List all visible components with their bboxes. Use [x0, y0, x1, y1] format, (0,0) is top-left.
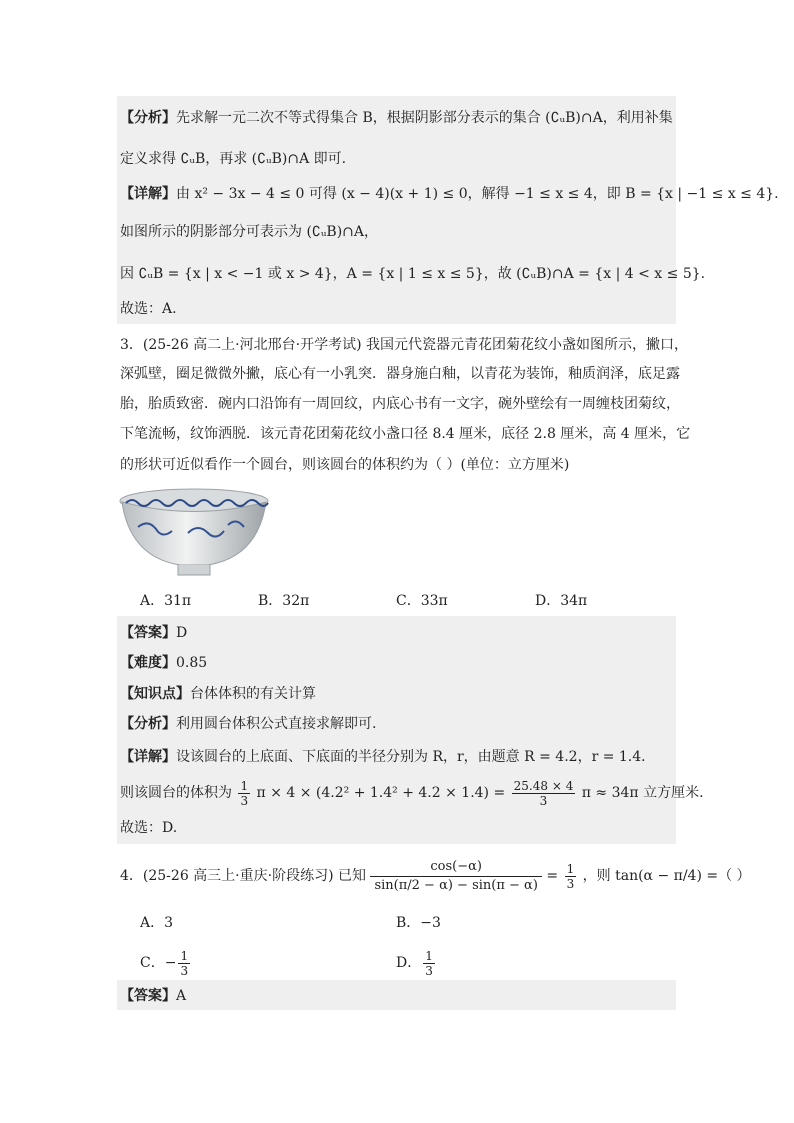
q3-stem-line-1: 3．(25-26 高二上·河北邢台·开学考试) 我国元代瓷器元青花团菊花纹小盏如图所示，撇口，	[120, 337, 688, 353]
q3-difficulty: 【难度】0.85	[120, 655, 208, 671]
detail-line-2: 如图所示的阴影部分可表示为 (∁ᵤB)∩A，	[120, 224, 378, 240]
q3-choice: 故选：D.	[120, 820, 178, 836]
q4-answer: 【答案】A	[120, 988, 187, 1004]
detail-line-1: 【详解】由 x² − 3x − 4 ≤ 0 可得 (x − 4)(x + 1) ≤ 0，解得 −1 ≤ x ≤ 4，即 B = {x | −1 ≤ x ≤ 4}.	[120, 186, 779, 202]
fraction-volume: $\frac{25.48 \times 4}{3}$	[513, 778, 574, 808]
q3-detail-line-1: 【详解】设该圆台的上底面、下底面的半径分别为 R，r，由题意 R = 4.2，r = 1.4．	[120, 749, 656, 765]
q3-option-c: C．33π	[396, 593, 448, 609]
q3-option-b: B．32π	[258, 593, 310, 609]
q3-answer: 【答案】D	[120, 625, 188, 641]
q3-stem-line-4: 下笔流畅，纹饰洒脱．该元青花团菊花纹小盏口径 8.4 厘米，底径 2.8 厘米，高 4 厘米，它	[120, 426, 691, 442]
detail-line-3: 因 ∁ᵤB = {x | x < −1 或 x > 4}，A = {x | 1 ≤ x ≤ 5}，故 (∁ᵤB)∩A = {x | 4 < x ≤ 5}.	[120, 266, 706, 282]
q4-main-fraction: $\frac{\cos(-\alpha)}{\sin(\pi/2 - \alpha) - \sin(\pi - \alpha)}$	[370, 858, 541, 895]
q3-option-d: D．34π	[535, 593, 588, 609]
q4-option-d: D． $\frac{1}{3}$	[396, 948, 433, 978]
q4-option-a: A．3	[140, 915, 174, 931]
fraction-one-third: $\frac{1}{3}$	[240, 778, 249, 808]
q4-rhs-fraction: $\frac{1}{3}$	[566, 861, 575, 891]
q3-stem-line-3: 胎，胎质致密．碗内口沿饰有一周回纹，内底心书有一文字，碗外壁绘有一周缠枝团菊纹，	[120, 396, 680, 412]
q3-knowledge: 【知识点】台体体积的有关计算	[120, 686, 316, 702]
analysis-line-1: 【分析】先求解一元二次不等式得集合 B，根据阴影部分表示的集合 (∁ᵤB)∩A，利用补集	[120, 110, 673, 126]
solution-block-shade	[117, 96, 676, 324]
q3-stem-line-2: 深弧壁，圈足微微外撇，底心有一小乳突．器身施白釉，以青花为装饰，釉质润泽，底足露	[120, 366, 680, 382]
q3-detail-line-2: 则该圆台的体积为 $\frac{1}{3}$ π × 4 × (4.2² + 1.4² + 4.2 × 1.4) = $\frac{25.48 \times 4}{3}$ π ≈ 34π 立方厘米.	[120, 778, 704, 808]
q4-stem: 4．(25-26 高三上·重庆·阶段练习) 已知 $\frac{\cos(-\alpha)}{\sin(\pi/2 - \alpha) - \sin(\pi - \alpha)}$ = $\frac{1}{3}$ ，则 tan(α − π/4) =（ ）	[120, 858, 751, 893]
q4-option-c: C．− $\frac{1}{3}$	[140, 948, 189, 978]
q3-analysis: 【分析】利用圆台体积公式直接求解即可.	[120, 716, 377, 732]
analysis-line-2: 定义求得 ∁ᵤB，再求 (∁ᵤB)∩A 即可.	[120, 151, 347, 167]
porcelain-bowl-image	[118, 487, 270, 579]
q3-option-a: A．31π	[140, 593, 192, 609]
q4-answer-shade	[117, 980, 676, 1010]
choice-line: 故选：A.	[120, 301, 177, 317]
q4-option-b: B．−3	[396, 915, 441, 931]
q3-stem-line-5: 的形状可近似看作一个圆台，则该圆台的体积约为（ ）(单位：立方厘米)	[120, 457, 570, 473]
